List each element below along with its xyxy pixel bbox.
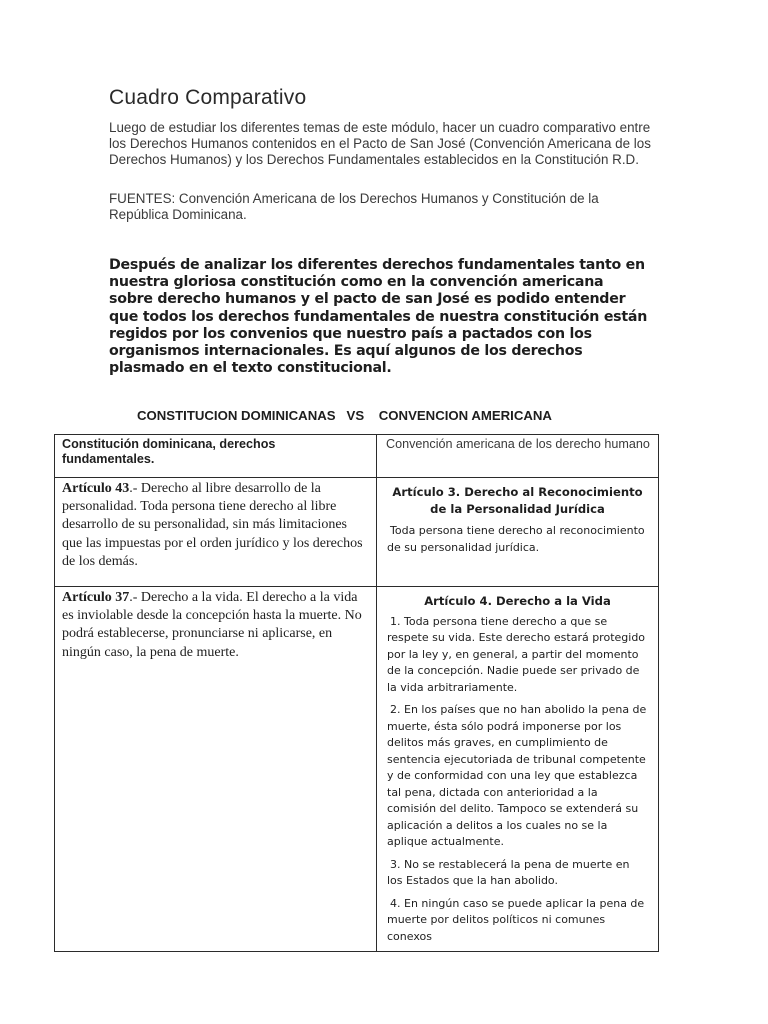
convencion-article-cell	[377, 587, 659, 952]
article-text: .- Derecho a la vida. El derecho a la vida es inviolable desde la concepción hasta la muerte. No podrá establecerse, pronunciarse ni aplicarse, en ningún caso, la pena de muerte.	[62, 590, 362, 660]
intro-paragraph: Luego de estudiar los diferentes temas de este módulo, hacer un cuadro comparativo entre los Derechos Humanos contenidos en el Pacto de San José (Convención Americana de los Derechos Humanos) y los Derechos Fundamentales establecidos en la Constitución R.D.	[109, 120, 651, 167]
convencion-paragraph: 4. En ningún caso se puede aplicar la pena de muerte por delitos políticos ni comunes conexos	[387, 896, 645, 943]
page-title: Cuadro Comparativo	[109, 86, 307, 109]
convencion-paragraph: 3. No se restablecerá la pena de muerte en los Estados que la han abolido.	[387, 857, 630, 887]
comparison-subheading: CONSTITUCION DOMINICANAS VS CONVENCION AMERICANA	[137, 408, 552, 423]
analysis-paragraph: Después de analizar los diferentes derechos fundamentales tanto en nuestra gloriosa constitución como en la convención americana sobre derecho humanos y el pacto de san José es podido entender que todos los derechos fundamentales de nuestra constitución están regidos por los convenios que nuestro país a pactados con los organismos internacionales. Es aquí algunos de los derechos plasmado en el texto constitucional.	[109, 257, 648, 377]
constitucion-article-cell	[55, 587, 377, 952]
article-number: Artículo 43	[62, 481, 130, 496]
table-row	[55, 587, 659, 952]
table-row	[55, 478, 659, 587]
convencion-article-title: Artículo 3. Derecho al Reconocimiento de la Personalidad Jurídica	[392, 485, 643, 516]
convencion-article-cell	[377, 478, 659, 587]
header-convencion: Convención americana de los derecho humano	[377, 435, 659, 478]
convencion-paragraph: 2. En los países que no han abolido la pena de muerte, ésta sólo podrá imponerse por los delitos más graves, en cumplimiento de sentencia ejecutoriada de tribunal competente y de conformidad con una ley que establezca tal pena, dictada con anterioridad a la comisión del delito. Tampoco se extenderá su aplicación a delitos a los cuales no se la aplique actualmente.	[387, 703, 647, 848]
comparison-table	[54, 434, 659, 952]
table-header-row	[55, 435, 659, 478]
sources-paragraph: FUENTES: Convención Americana de los Derechos Humanos y Constitución de la República Dominicana.	[109, 191, 599, 222]
header-constitucion: Constitución dominicana, derechos fundamentales.	[55, 435, 377, 478]
constitucion-article-cell	[55, 478, 377, 587]
article-text: .- Derecho al libre desarrollo de la personalidad. Toda persona tiene derecho al libre desarrollo de su personalidad, sin más limitaciones que las impuestas por el orden jurídico y los derechos de los demás.	[62, 481, 363, 569]
convencion-article-title: Artículo 4. Derecho a la Vida	[424, 594, 611, 608]
convencion-paragraph: 1. Toda persona tiene derecho a que se respete su vida. Este derecho estará protegido por la ley y, en general, a partir del momento de la concepción. Nadie puede ser privado de la vida arbitrariamente.	[387, 614, 646, 694]
article-number: Artículo 37	[62, 590, 130, 605]
convencion-paragraph: Toda persona tiene derecho al reconocimiento de su personalidad jurídica.	[387, 524, 645, 554]
